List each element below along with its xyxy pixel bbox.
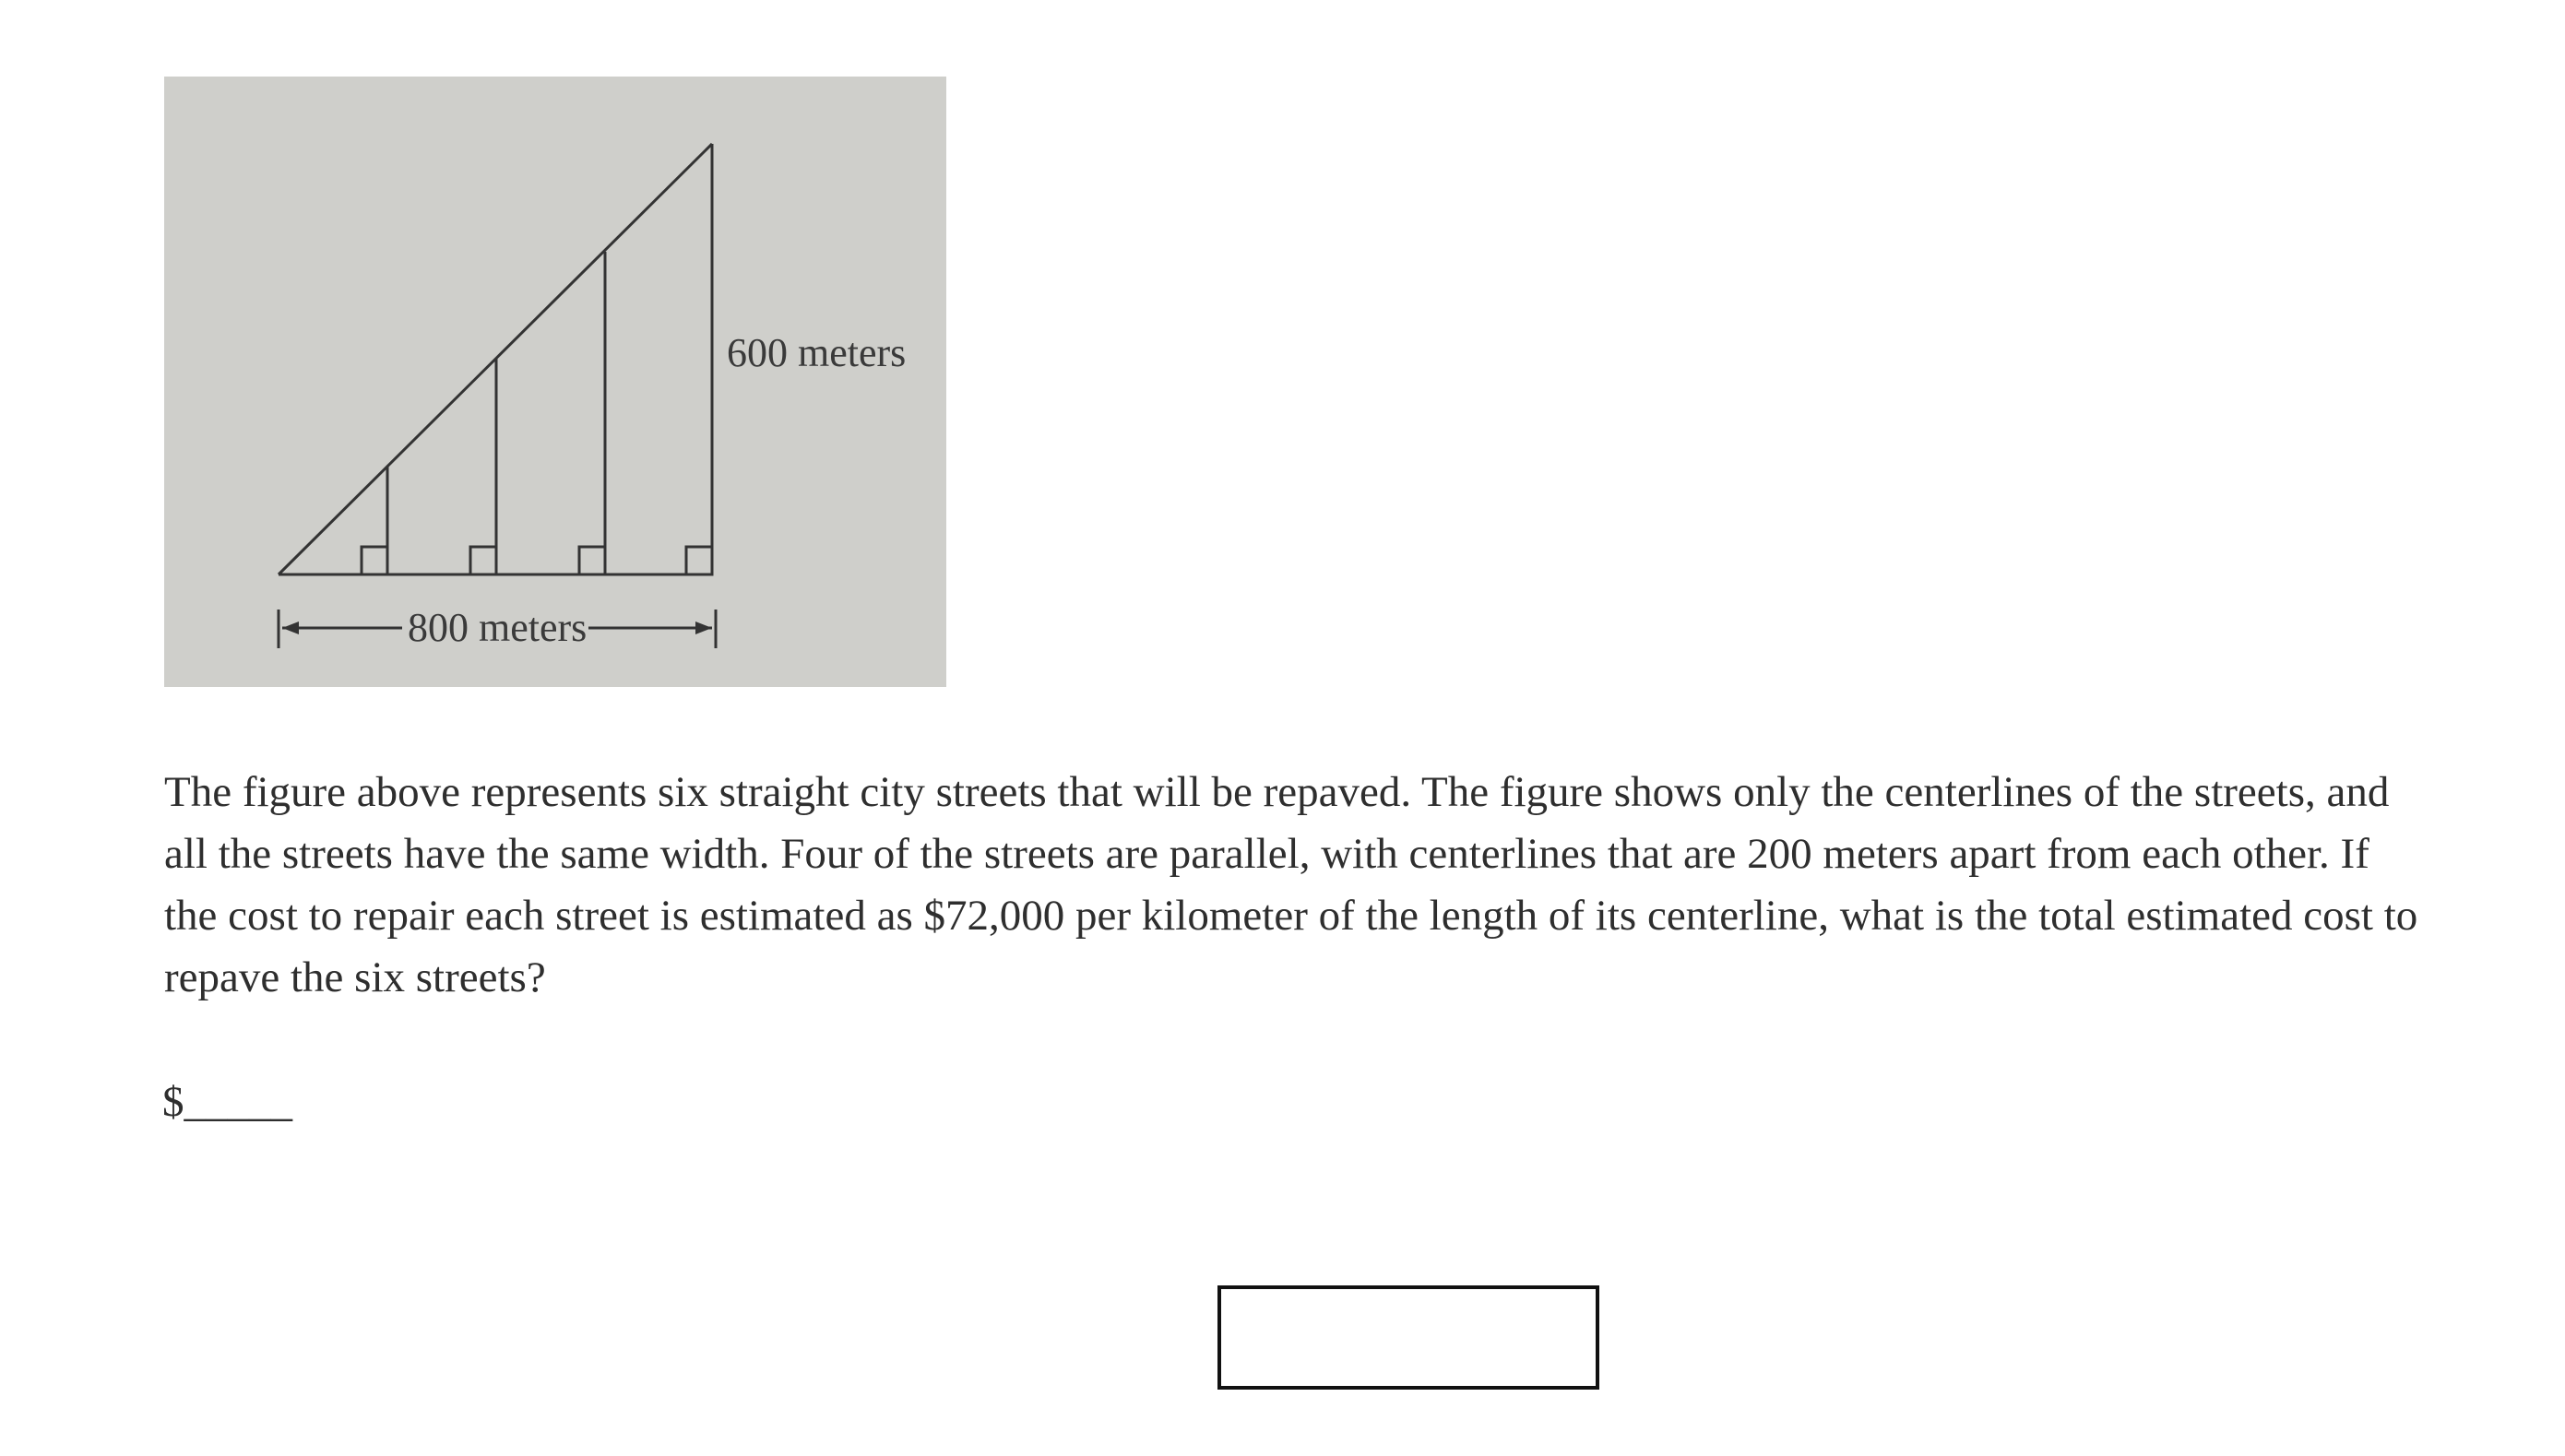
horizontal-length-label: 800 meters: [408, 605, 588, 650]
right-angle-mark-2: [470, 547, 496, 574]
question-text: The figure above represents six straight city streets that will be repaved. The figure shows only the centerlines of the streets, and all the streets have the same width. Four of the streets are parallel, with centerlines that are 200 meters apart from each other. If the cost to repair each street is estimated as $72,000 per kilometer of the length of its centerline, what is the total estimated cost to repave the six streets?: [164, 768, 2418, 1001]
dimension-arrow-left: [282, 621, 299, 634]
street-diagram: [164, 77, 946, 687]
vertical-length-label: 600 meters: [727, 330, 907, 375]
answer-input-box[interactable]: [1217, 1285, 1599, 1390]
street-diagram-drawing: [164, 77, 946, 687]
right-angle-mark-3: [579, 547, 605, 574]
right-angle-mark-1: [362, 547, 387, 574]
dimension-arrow-right: [695, 621, 712, 634]
answer-prompt: $_____: [162, 1078, 292, 1126]
right-angle-mark-4: [686, 547, 712, 574]
